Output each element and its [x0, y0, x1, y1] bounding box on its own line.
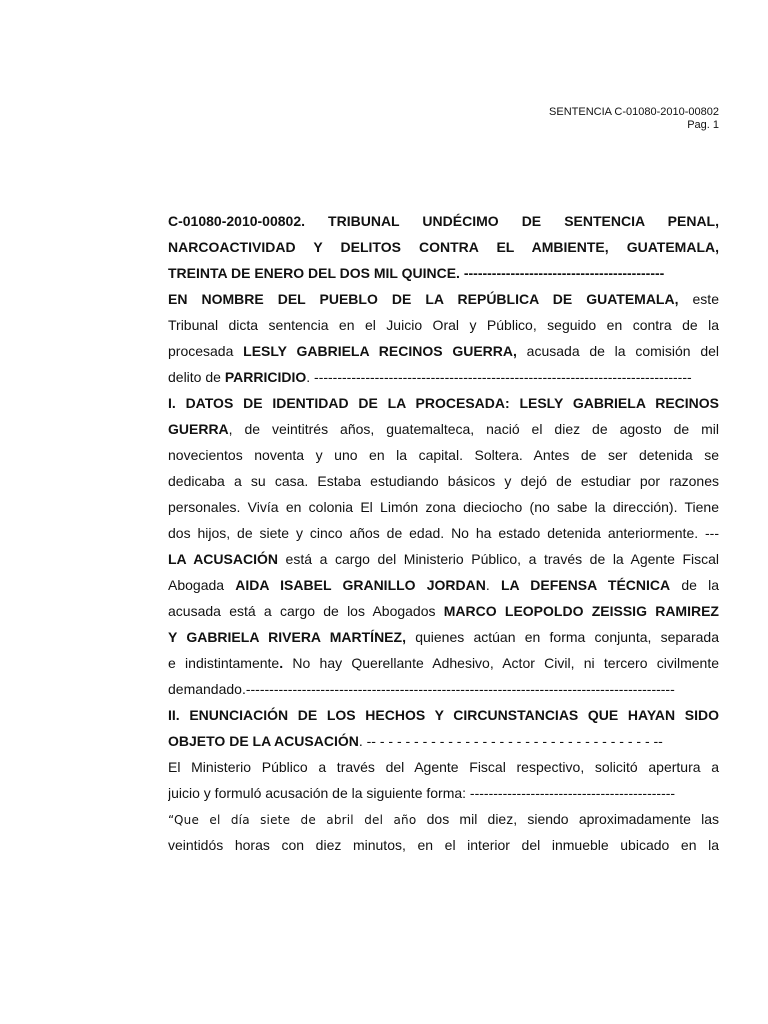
- text-line: veintidós horas con diez minutos, en el interior del inmueble ubicado en la: [168, 837, 719, 853]
- text-line: novecientos noventa y uno en la capital. Soltera. Antes de ser detenida se: [168, 447, 719, 463]
- text-line: Y GABRIELA RIVERA MARTÍNEZ, quienes actúan en forma conjunta, separada: [168, 629, 719, 645]
- text-line: TREINTA DE ENERO DEL DOS MIL QUINCE. -------------------------------------------: [168, 265, 665, 281]
- text-line: C-01080-2010-00802. TRIBUNAL UNDÉCIMO DE SENTENCIA PENAL,: [168, 213, 719, 229]
- text-line: LA ACUSACIÓN está a cargo del Ministerio Público, a través de la Agente Fiscal: [168, 551, 720, 567]
- text-line: e indistintamente. No hay Querellante Adhesivo, Actor Civil, ni tercero civilmente: [168, 655, 719, 671]
- text-line: acusada está a cargo de los Abogados MARCO LEOPOLDO ZEISSIG RAMIREZ: [168, 603, 719, 619]
- section-heading: I. DATOS DE IDENTIDAD DE LA PROCESADA: LESLY GABRIELA RECINOS: [168, 395, 719, 411]
- page-header: [549, 106, 719, 132]
- page-number: Pag. 1: [687, 119, 719, 131]
- text-line: OBJETO DE LA ACUSACIÓN. -- - - - - - - - - - - - - - - - - - - - - - - - - - - - - - - - - --: [168, 733, 663, 749]
- text-line: El Ministerio Público a través del Agente Fiscal respectivo, solicitó apertura a: [168, 759, 719, 775]
- text-line: Tribunal dicta sentencia en el Juicio Oral y Público, seguido en contra de la: [168, 317, 719, 333]
- text-line: “Que el día siete de abril del año dos mil diez, siendo aproximadamente las: [168, 811, 720, 827]
- sentence-reference: SENTENCIA C-01080-2010-00802: [549, 106, 719, 118]
- text-line: procesada LESLY GABRIELA RECINOS GUERRA, acusada de la comisión del: [168, 343, 719, 359]
- text-line: NARCOACTIVIDAD Y DELITOS CONTRA EL AMBIENTE, GUATEMALA,: [168, 239, 719, 255]
- text-line: GUERRA, de veintitrés años, guatemalteca, nació el diez de agosto de mil: [168, 421, 719, 437]
- text-line: delito de PARRICIDIO. ---------------------------------------------------------------------------------: [168, 369, 692, 385]
- text-line: Abogada AIDA ISABEL GRANILLO JORDAN. LA DEFENSA TÉCNICA de la: [168, 577, 719, 593]
- document-body: [168, 208, 719, 858]
- text-line: personales. Vivía en colonia El Limón zona dieciocho (no sabe la dirección). Tiene: [168, 499, 719, 515]
- text-line: demandado.--------------------------------------------------------------------------------------------: [168, 681, 675, 697]
- text-line: EN NOMBRE DEL PUEBLO DE LA REPÚBLICA DE GUATEMALA, este: [168, 291, 719, 307]
- section-heading: II. ENUNCIACIÓN DE LOS HECHOS Y CIRCUNSTANCIAS QUE HAYAN SIDO: [168, 707, 719, 723]
- text-line: dos hijos, de siete y cinco años de edad. No ha estado detenida anteriormente. ---: [168, 525, 719, 541]
- text-line: dedicaba a su casa. Estaba estudiando básicos y dejó de estudiar por razones: [168, 473, 719, 489]
- text-line: juicio y formuló acusación de la siguiente forma: --------------------------------------------: [168, 785, 676, 801]
